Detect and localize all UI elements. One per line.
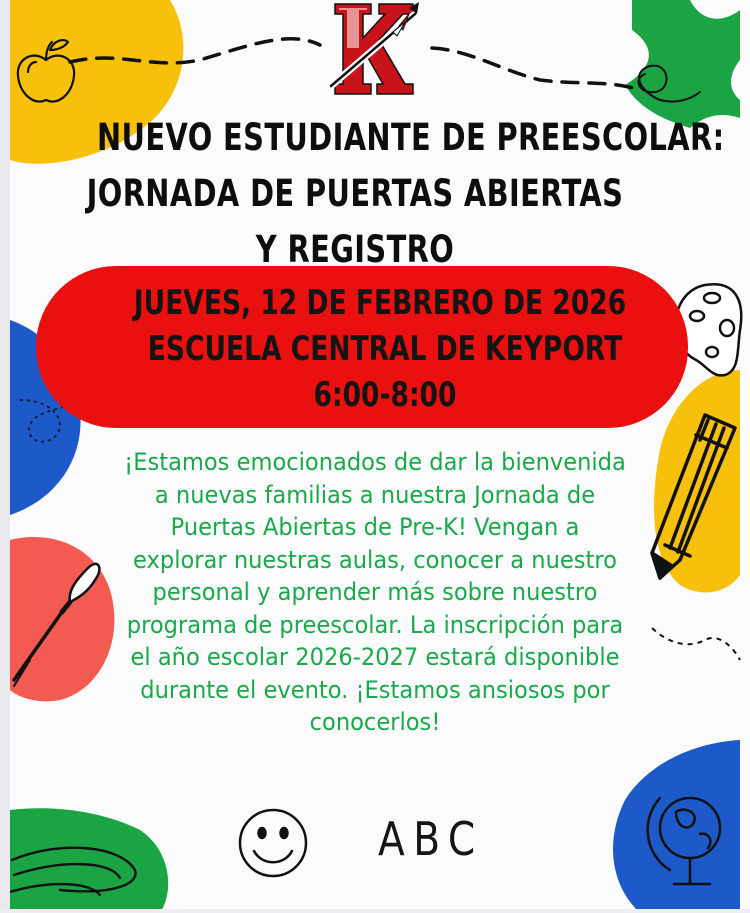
welcome-message — [105, 446, 645, 739]
event-date: JUEVES, 12 DE FEBRERO DE 2026 — [133, 283, 627, 323]
smiley-face-icon — [240, 810, 306, 876]
bottom-edge-bar — [0, 909, 750, 913]
welcome-paragraph: ¡Estamos emocionados de dar la bienvenida a nuevas familias a nuestra Jornada de Puertas Abiertas de Pre-K! Vengan a explorar nuestras aulas, conocer a nuestro personal y aprender más sobre nuestro programa de preescolar. La inscripción para el año escolar 2026-2027 estará disponible durante el evento. ¡Estamos ansiosos por conocerlos! — [124, 448, 626, 736]
dashed-line-top-right — [432, 48, 640, 90]
title-line-2: JORNADA DE PUERTAS ABIERTAS — [86, 172, 624, 215]
school-logo — [325, 0, 420, 95]
left-edge-bar — [0, 0, 10, 913]
title-line-3: Y REGISTRO — [255, 228, 455, 271]
event-time: 6:00-8:00 — [313, 375, 457, 415]
coral-blob-left — [10, 537, 114, 701]
flyer-title — [20, 110, 725, 278]
abc-letters: ABC — [378, 812, 484, 866]
title-line-1: NUEVO ESTUDIANTE DE PREESCOLAR: — [97, 116, 725, 159]
event-details — [30, 280, 720, 418]
dashed-doodle-right — [652, 628, 740, 660]
green-blob-bottom-left — [10, 808, 168, 913]
event-location: ESCUELA CENTRAL DE KEYPORT — [147, 329, 623, 369]
green-blob-top-right — [625, 0, 740, 128]
